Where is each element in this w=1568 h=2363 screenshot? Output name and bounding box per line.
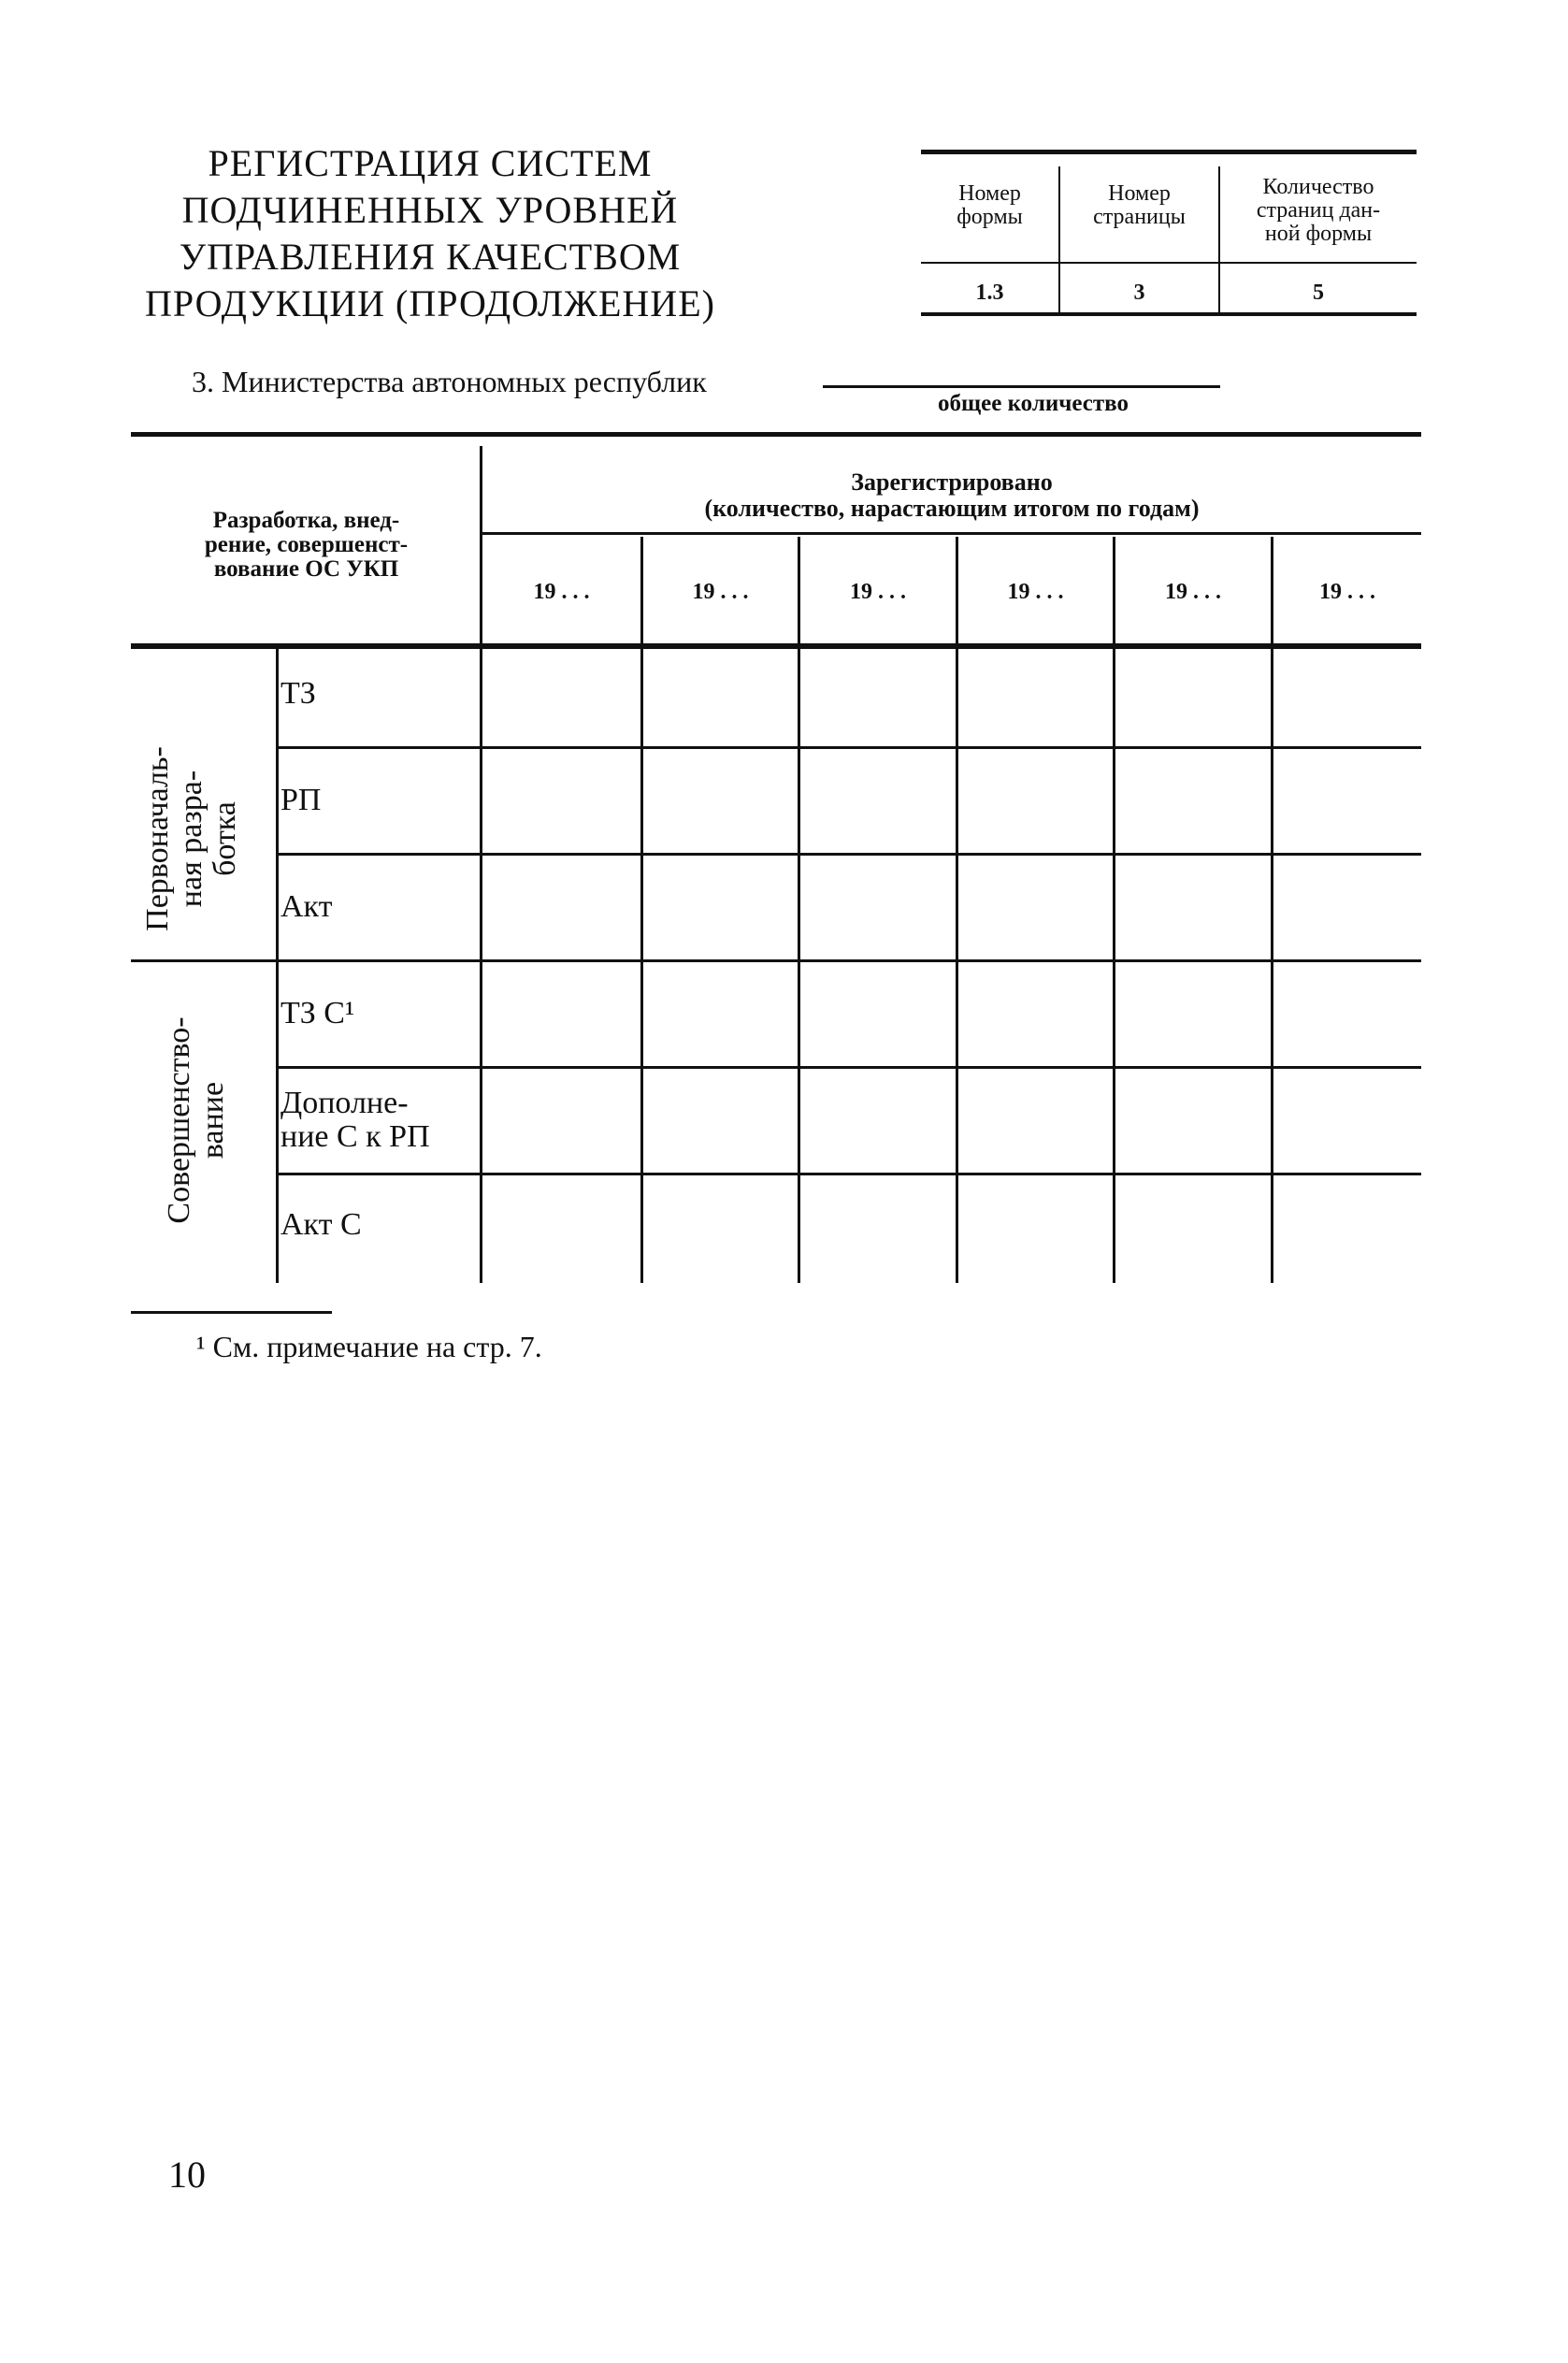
row-label-tz-c: ТЗ С¹ xyxy=(281,996,355,1030)
info-value-page-number: 3 xyxy=(1133,281,1145,305)
year-header: 19 . . . xyxy=(533,580,590,604)
ministry-label: 3. Министерства автономных республик xyxy=(192,365,707,398)
info-header-form-number: Номер формы xyxy=(957,181,1023,229)
header-bottom-rule xyxy=(131,643,1421,649)
info-value-form-number: 1.3 xyxy=(975,281,1004,305)
table-top-rule xyxy=(131,432,1421,437)
row-rule xyxy=(278,1173,1421,1175)
main-col-divider xyxy=(480,446,482,1283)
year-col-divider xyxy=(1271,537,1273,1283)
row-label-rp: РП xyxy=(281,783,322,817)
year-col-divider xyxy=(640,537,643,1283)
title-line: ПРОДУКЦИИ (ПРОДОЛЖЕНИЕ) xyxy=(145,282,715,324)
year-header: 19 . . . xyxy=(850,580,906,604)
year-col-divider xyxy=(798,537,800,1283)
info-mid-rule xyxy=(921,262,1417,264)
title-line: ПОДЧИНЕННЫХ УРОВНЕЙ xyxy=(181,189,679,231)
row-label-akt: Акт xyxy=(281,889,333,924)
header-sub-rule xyxy=(482,532,1421,535)
total-caption: общее количество xyxy=(938,391,1129,416)
row-label-akt-c: Акт С xyxy=(281,1207,362,1242)
year-col-divider xyxy=(956,537,958,1283)
year-col-divider xyxy=(1113,537,1115,1283)
info-value-page-count: 5 xyxy=(1313,281,1324,305)
info-header-page-number: Номер страницы xyxy=(1093,181,1186,229)
group-label-improvement: Совершенство- вание xyxy=(162,1016,230,1224)
year-header: 19 . . . xyxy=(1319,580,1375,604)
document-title xyxy=(131,140,729,327)
footnote-rule xyxy=(131,1311,332,1314)
form-info-table xyxy=(921,150,1417,316)
row-rule xyxy=(278,746,1421,749)
year-header: 19 . . . xyxy=(692,580,749,604)
ministry-fill-line xyxy=(823,385,1220,388)
year-header: 19 . . . xyxy=(1007,580,1064,604)
year-header: 19 . . . xyxy=(1165,580,1221,604)
row-rule xyxy=(278,853,1421,856)
registration-table xyxy=(131,432,1421,1283)
row-label-supplement: Дополне- ние С к РП xyxy=(281,1086,430,1154)
footnote: ¹ См. примечание на стр. 7. xyxy=(196,1330,542,1363)
registered-header: Зарегистрировано (количество, нарастающим итогом по годам) xyxy=(704,468,1200,522)
group-label-initial: Первоначаль- ная разра- ботка xyxy=(140,746,242,931)
title-line: УПРАВЛЕНИЯ КАЧЕСТВОМ xyxy=(179,236,682,278)
info-top-rule xyxy=(921,150,1417,154)
title-line: РЕГИСТРАЦИЯ СИСТЕМ xyxy=(208,142,653,184)
group-col-divider xyxy=(276,649,279,1283)
row-label-tz: ТЗ xyxy=(281,676,316,711)
group-rule xyxy=(131,959,1421,962)
info-header-page-count: Количество страниц дан- ной формы xyxy=(1256,175,1381,246)
row-rule xyxy=(278,1066,1421,1069)
page-number: 10 xyxy=(168,2154,206,2196)
left-header: Разработка, внед- рение, совершенст- вование ОС УКП xyxy=(204,508,409,582)
info-bottom-rule xyxy=(921,312,1417,316)
